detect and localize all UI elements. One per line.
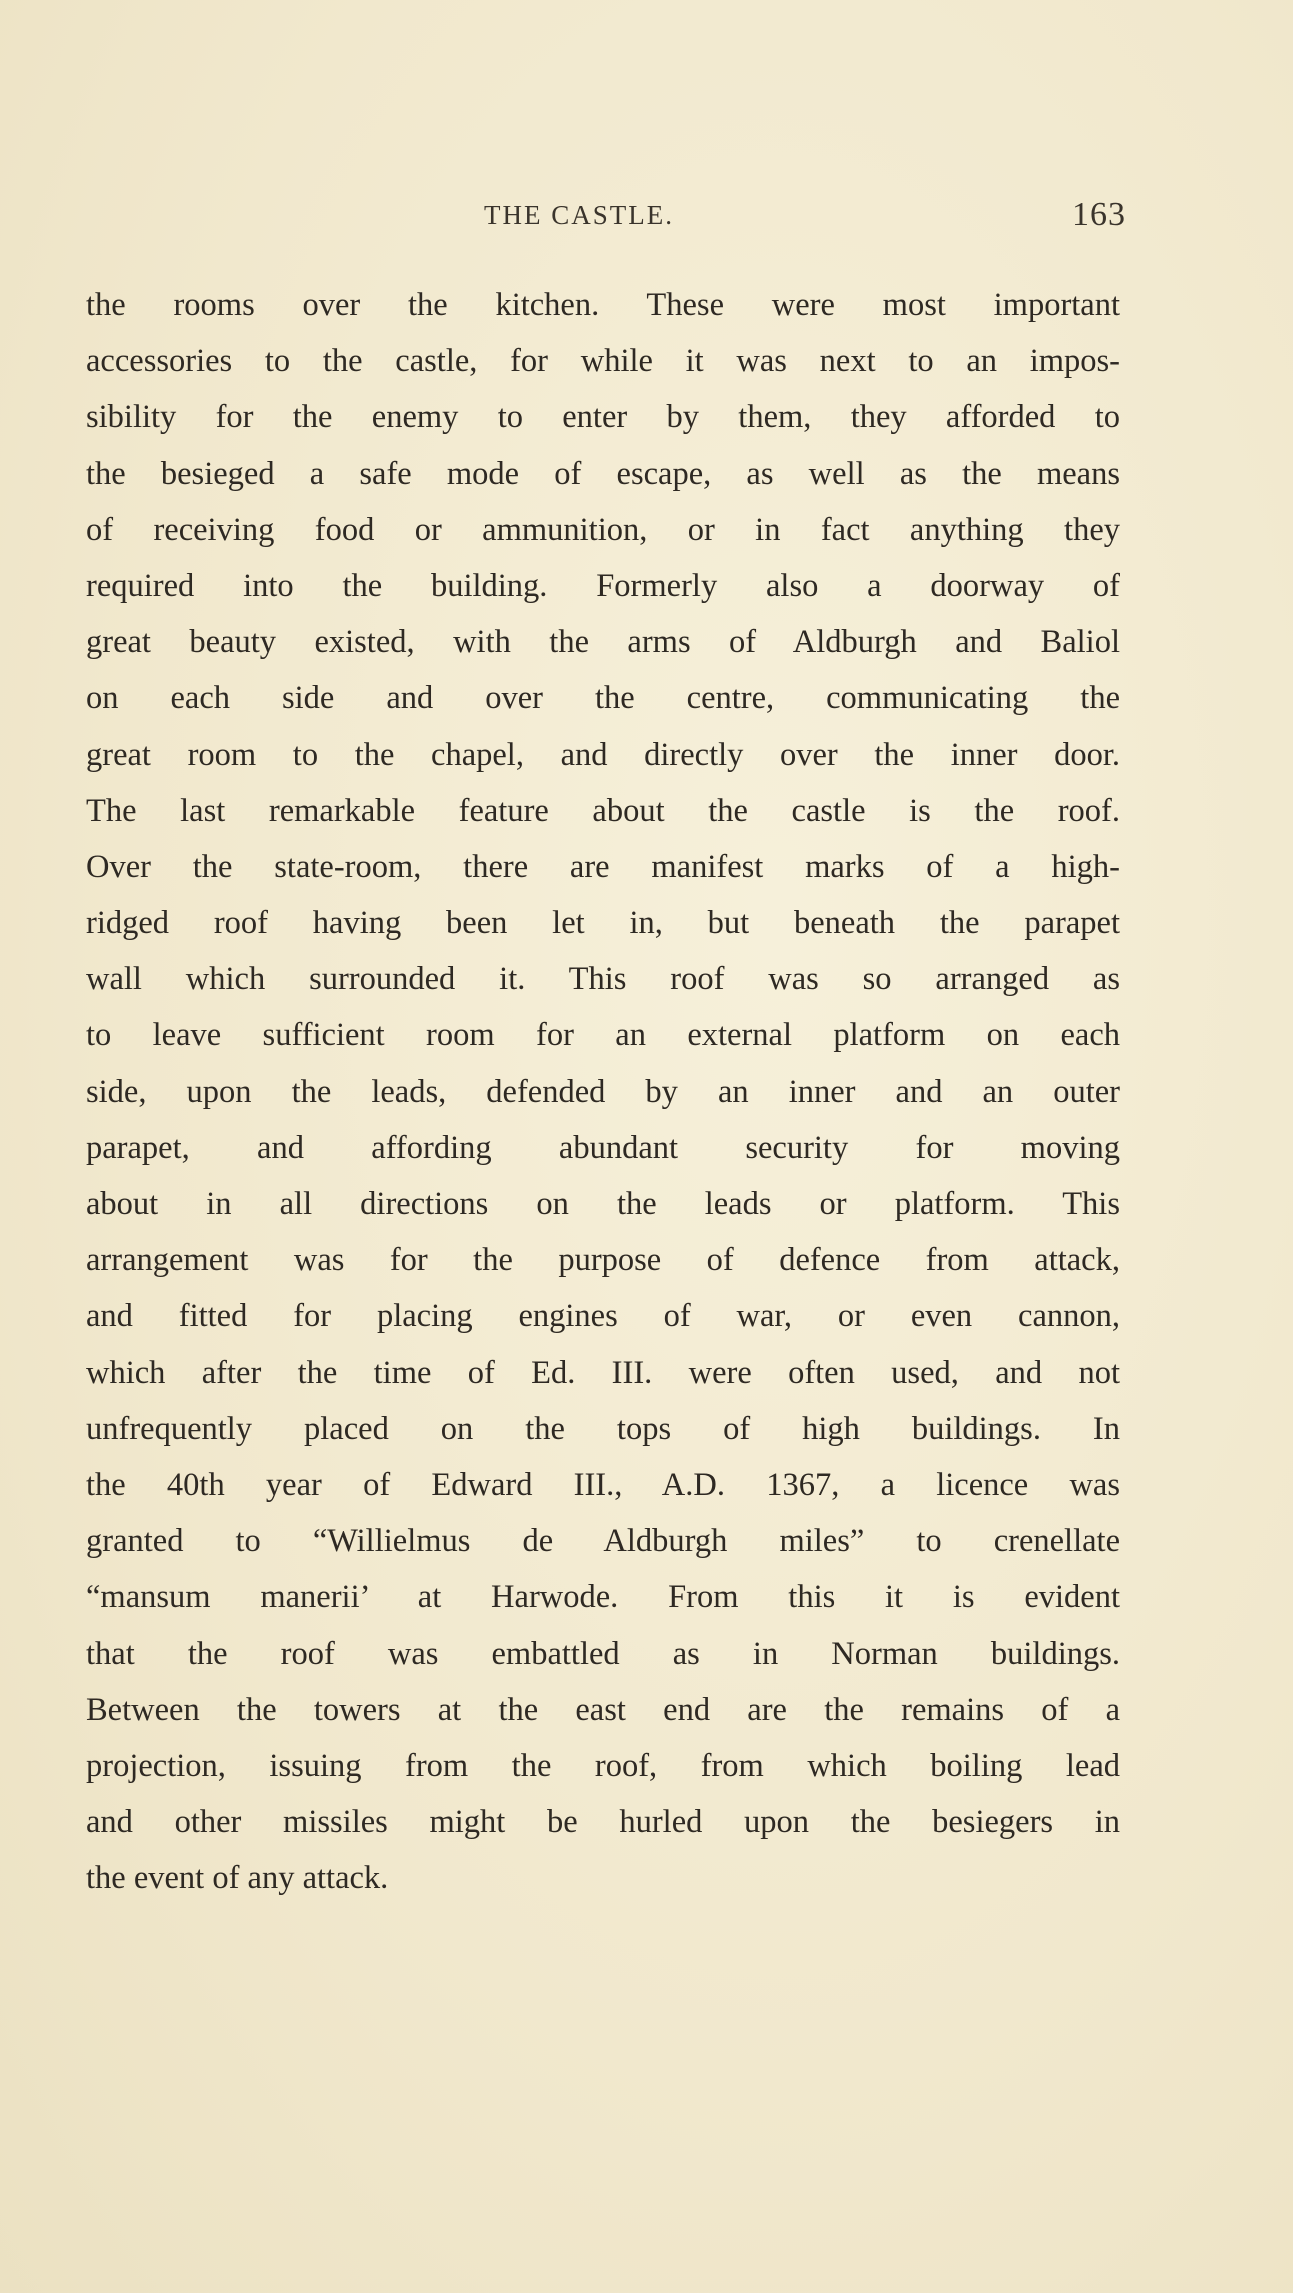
text-line: Between the towers at the east end are the remains of a bbox=[86, 1691, 1120, 1728]
running-head bbox=[84, 196, 1124, 236]
text-line: on each side and over the centre, communicating the bbox=[86, 680, 1120, 717]
text-line: wall which surrounded it. This roof was so arranged as bbox=[86, 961, 1120, 998]
text-line: unfrequently placed on the tops of high buildings. In bbox=[86, 1410, 1120, 1447]
text-line: and fitted for placing engines of war, or even cannon, bbox=[86, 1298, 1120, 1335]
text-line: the event of any attack. bbox=[86, 1860, 389, 1897]
text-line: and other missiles might be hurled upon the besiegers in bbox=[86, 1804, 1120, 1841]
text-line: granted to “Willielmus de Aldburgh miles” to crenellate bbox=[86, 1523, 1120, 1560]
text-line: great room to the chapel, and directly over the inner door. bbox=[86, 736, 1120, 773]
text-line: arrangement was for the purpose of defence from attack, bbox=[86, 1242, 1120, 1279]
text-line: side, upon the leads, defended by an inner and an outer bbox=[86, 1073, 1120, 1110]
text-line: Over the state-room, there are manifest marks of a high- bbox=[86, 848, 1120, 885]
text-line: the 40th year of Edward III., A.D. 1367, a licence was bbox=[86, 1466, 1120, 1503]
text-line: that the roof was embattled as in Norman buildings. bbox=[86, 1635, 1120, 1672]
text-line: about in all directions on the leads or platform. This bbox=[86, 1186, 1120, 1222]
text-line: the rooms over the kitchen. These were most important bbox=[86, 287, 1120, 323]
text-line: of receiving food or ammunition, or in fact anything they bbox=[86, 511, 1120, 548]
text-line: to leave sufficient room for an external platform on each bbox=[86, 1017, 1120, 1054]
text-line: the besieged a safe mode of escape, as well as the means bbox=[86, 455, 1120, 492]
text-line: projection, issuing from the roof, from which boiling lead bbox=[86, 1747, 1120, 1784]
body-text bbox=[86, 277, 1120, 1906]
text-line: which after the time of Ed. III. were often used, and not bbox=[86, 1354, 1120, 1391]
text-line: required into the building. Formerly also a doorway of bbox=[86, 567, 1120, 604]
text-line: parapet, and affording abundant security for moving bbox=[86, 1129, 1120, 1166]
text-line: The last remarkable feature about the castle is the roof. bbox=[86, 792, 1120, 829]
text-line: “mansum manerii’ at Harwode. From this it is evident bbox=[86, 1579, 1120, 1616]
page-number: 163 bbox=[1072, 196, 1126, 233]
text-line: accessories to the castle, for while it was next to an impos- bbox=[86, 343, 1120, 380]
text-line: great beauty existed, with the arms of Aldburgh and Baliol bbox=[86, 624, 1120, 661]
text-line: sibility for the enemy to enter by them, they afforded to bbox=[86, 399, 1120, 436]
running-title: THE CASTLE. bbox=[484, 200, 674, 230]
text-line: ridged roof having been let in, but beneath the parapet bbox=[86, 905, 1120, 942]
